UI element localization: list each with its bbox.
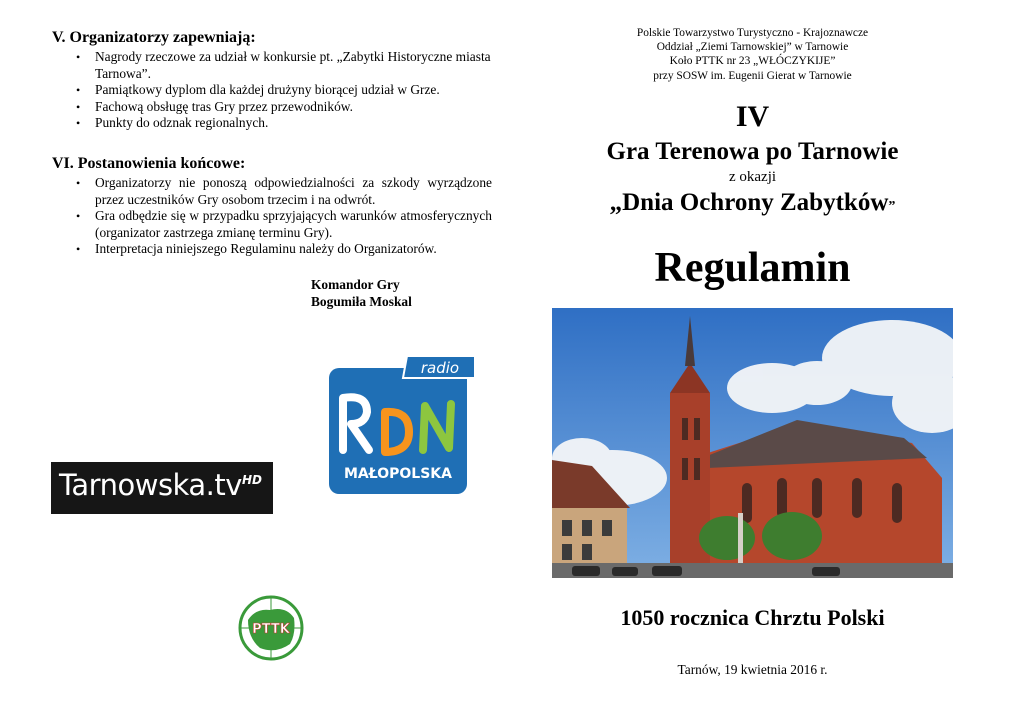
list-item: • Organizatorzy nie ponoszą odpowiedzialności za szkody wyrządzone przez uczestników Gry osobom trzecim i na odwrót. bbox=[52, 175, 492, 208]
tv-logo-hd: HD bbox=[242, 473, 263, 487]
tarnowska-tv-logo bbox=[51, 462, 273, 514]
org-line: przy SOSW im. Eugenii Gierat w Tarnowie bbox=[653, 69, 852, 82]
pttk-logo bbox=[236, 594, 306, 662]
section-6 bbox=[52, 154, 492, 258]
anniversary-title: 1050 rocznica Chrztu Polski bbox=[620, 605, 885, 630]
org-line: Oddział „Ziemi Tarnowskiej” w Tarnowie bbox=[656, 41, 849, 54]
document-date: Tarnów, 19 kwietnia 2016 r. bbox=[677, 662, 828, 677]
signature-block bbox=[311, 276, 412, 310]
cathedral-photo bbox=[552, 308, 953, 578]
occasion-text: „Dnia Ochrony Zabytków bbox=[609, 189, 889, 216]
list-item: • Gra odbędzie się w przypadku sprzyjających warunków atmosferycznych (organizator zastrzega zmianę terminu Gry). bbox=[52, 208, 492, 241]
org-line: Polskie Towarzystwo Turystyczno - Krajoznawcze bbox=[636, 27, 869, 39]
tv-logo-text: Tarnowska.tv bbox=[59, 468, 242, 502]
section-5-heading: V. Organizatorzy zapewniają: bbox=[52, 29, 256, 46]
list-item: • Nagrody rzeczowe za udział w konkursie pt. „Zabytki Historyczne miasta Tarnowa”. bbox=[52, 49, 492, 82]
pttk-logo-text: PTTK bbox=[252, 622, 290, 637]
signature-name: Bogumiła Moskal bbox=[311, 294, 412, 309]
list-item: • Punkty do odznak regionalnych. bbox=[52, 115, 492, 132]
signature-role: Komandor Gry bbox=[311, 277, 400, 292]
rdn-radio-text: radio bbox=[420, 359, 460, 377]
list-item: • Pamiątkowy dyplom dla każdej drużyny biorącej udział w Grze. bbox=[52, 82, 492, 99]
list-item: • Fachową obsługę tras Gry przez przewodników. bbox=[52, 99, 492, 116]
section-6-list bbox=[52, 175, 492, 258]
edition-number: IV bbox=[735, 100, 770, 133]
organizer-block bbox=[552, 26, 953, 83]
radio-rdn-logo bbox=[329, 354, 477, 494]
list-item: • Interpretacja niniejszego Regulaminu należy do Organizatorów. bbox=[52, 241, 492, 258]
section-5 bbox=[52, 28, 492, 132]
rdn-region-text: MAŁOPOLSKA bbox=[343, 466, 453, 482]
section-6-heading: VI. Postanowienia końcowe: bbox=[52, 155, 246, 172]
event-occasion bbox=[552, 188, 953, 222]
event-subtitle: z okazji bbox=[728, 169, 777, 185]
org-line: Koło PTTK nr 23 „WŁÓCZYKIJE” bbox=[669, 55, 836, 68]
section-5-list bbox=[52, 49, 492, 132]
document-title: Regulamin bbox=[654, 245, 851, 291]
event-title: Gra Terenowa po Tarnowie bbox=[606, 138, 899, 165]
occasion-close-quote: ” bbox=[888, 199, 896, 214]
